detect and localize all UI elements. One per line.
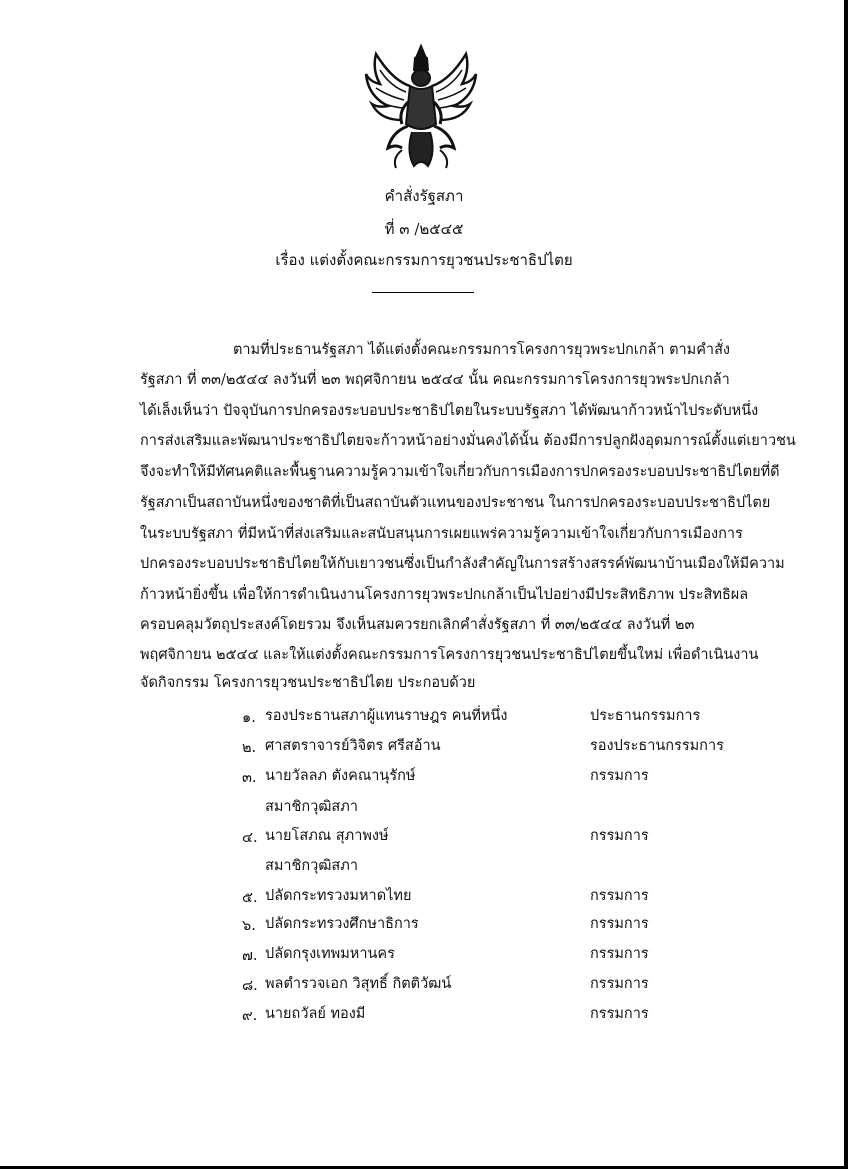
member-affiliation: สมาชิกวุฒิสภา bbox=[265, 858, 358, 874]
member-role: กรรมการ bbox=[590, 1006, 649, 1022]
member-number: ๕. bbox=[242, 890, 258, 906]
body-line: ได้เล็งเห็นว่า ปัจจุบันการปกครองระบอบประชาธิปไตยในระบบรัฐสภา ได้พัฒนาก้าวหน้าไประดับหนึ่ง bbox=[140, 403, 759, 419]
member-name: รองประธานสภาผู้แทนราษฎร คนที่หนึ่ง bbox=[265, 708, 508, 724]
member-name: ปลัดกระทรวงศึกษาธิการ bbox=[265, 916, 419, 932]
member-role: กรรมการ bbox=[590, 888, 649, 904]
body-line: ตามที่ประธานรัฐสภา ได้แต่งตั้งคณะกรรมการโครงการยุวพระปกเกล้า ตามคำสั่ง bbox=[233, 342, 731, 358]
body-line: รัฐสภา ที่ ๓๓/๒๕๔๔ ลงวันที่ ๒๓ พฤศจิกายน ๒๕๔๔ นั้น คณะกรรมการโครงการยุวพระปกเกล้า bbox=[140, 372, 730, 388]
member-role: กรรมการ bbox=[590, 768, 649, 784]
member-number: ๒. bbox=[242, 740, 257, 756]
member-name: นายวัลลภ ตังคณานุรักษ์ bbox=[265, 768, 416, 784]
member-role: กรรมการ bbox=[590, 976, 649, 992]
member-name: ปลัดกระทรวงมหาดไทย bbox=[265, 888, 412, 904]
body-line: การส่งเสริมและพัฒนาประชาธิปไตยจะก้าวหน้าอย่างมั่นคงได้นั้น ต้องมีการปลูกฝังอุดมการณ์ตั้งแต่เยาวชน bbox=[140, 433, 796, 449]
body-line: ในระบบรัฐสภา ที่มีหน้าที่ส่งเสริมและสนับสนุนการเผยแพร่ความรู้ความเข้าใจเกี่ยวกับการเมืองการ bbox=[140, 526, 743, 542]
member-number: ๔. bbox=[242, 830, 258, 846]
body-line: ปกครองระบอบประชาธิปไตยให้กับเยาวชนซึ่งเป็นกำลังสำคัญในการสร้างสรรค์พัฒนาบ้านเมืองให้มีความ bbox=[140, 556, 785, 572]
member-role: ประธานกรรมการ bbox=[590, 708, 701, 724]
order-subject: เรื่อง แต่งตั้งคณะกรรมการยุวชนประชาธิปไตย bbox=[275, 251, 573, 269]
member-affiliation: สมาชิกวุฒิสภา bbox=[265, 799, 358, 815]
member-role: รองประธานกรรมการ bbox=[590, 738, 724, 754]
member-role: กรรมการ bbox=[590, 828, 649, 844]
member-role: กรรมการ bbox=[590, 946, 649, 962]
order-number: ที่ ๓ /๒๕๔๕ bbox=[384, 220, 464, 238]
body-line: จัดกิจกรรม โครงการยุวชนประชาธิปไตย ประกอบด้วย bbox=[140, 675, 476, 691]
member-number: ๙. bbox=[242, 1008, 258, 1024]
body-line: จึงจะทำให้มีทัศนคติและพื้นฐานความรู้ความเข้าใจเกี่ยวกับการเมืองการปกครองระบอบประชาธิปไตยที่ดี bbox=[140, 464, 780, 480]
member-number: ๑. bbox=[242, 710, 256, 726]
member-name: พลตำรวจเอก วิสุทธิ์ กิตติวัฒน์ bbox=[265, 976, 452, 992]
member-number: ๘. bbox=[242, 978, 258, 994]
garuda-emblem-icon bbox=[362, 40, 480, 172]
member-number: ๓. bbox=[242, 770, 257, 786]
member-number: ๖. bbox=[242, 918, 256, 934]
member-role: กรรมการ bbox=[590, 916, 649, 932]
member-name: นายถวัลย์ ทองมี bbox=[265, 1006, 366, 1022]
body-line: ครอบคลุมวัตถุประสงค์โดยรวม จึงเห็นสมควรยกเลิกคำสั่งรัฐสภา ที่ ๓๓/๒๕๔๔ ลงวันที่ ๒๓ bbox=[140, 617, 695, 633]
order-title: คำสั่งรัฐสภา bbox=[384, 187, 464, 205]
member-name: ศาสตราจารย์วิจิตร ศรีสอ้าน bbox=[265, 738, 441, 754]
body-line: พฤศจิกายน ๒๕๔๔ และให้แต่งตั้งคณะกรรมการโครงการยุวชนประชาธิปไตยขึ้นใหม่ เพื่อดำเนินงาน bbox=[140, 647, 759, 663]
body-line: รัฐสภาเป็นสถาบันหนึ่งของชาติที่เป็นสถาบันตัวแทนของประชาชน ในการปกครองระบอบประชาธิปไตย bbox=[140, 495, 771, 511]
member-name: นายโสภณ สุภาพงษ์ bbox=[265, 828, 389, 844]
member-number: ๗. bbox=[242, 948, 258, 964]
title-divider bbox=[372, 292, 474, 293]
body-line: ก้าวหน้ายิ่งขึ้น เพื่อให้การดำเนินงานโครงการยุวพระปกเกล้าเป็นไปอย่างมีประสิทธิภาพ ประสิทธิผล bbox=[140, 587, 749, 603]
member-name: ปลัดกรุงเทพมหานคร bbox=[265, 946, 395, 962]
scan-border-right bbox=[844, 0, 848, 1169]
